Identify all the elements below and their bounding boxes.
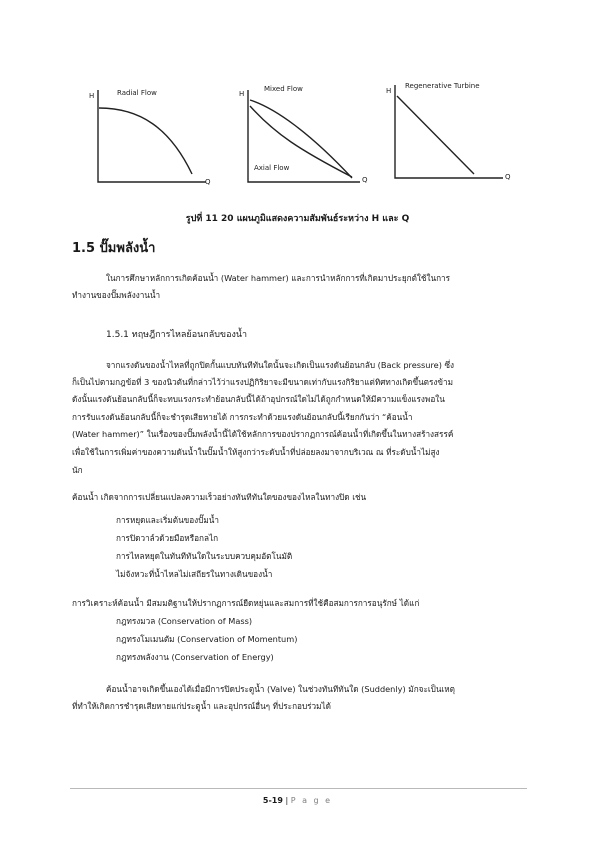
analysis-intro: การวิเคราะห์ค้อนน้ำ มีสมมติฐานให้ปรากฏการณ์ยืดหยุ่นและสมการที่ใช้คือสมการการอนุรักษ์ ได้แก่: [72, 598, 420, 608]
mixed-axis-q: Q: [362, 176, 368, 184]
theory-line-2: ก็เป็นไปตามกฎข้อที่ 3 ของนิวตันที่กล่าวไว้ว่าแรงปฏิกิริยาจะมีขนาดเท่ากับแรงกิริยาแต่ทิศทางเกิดขึ้นตรงข้าม: [72, 377, 453, 387]
regen-axes: [395, 85, 503, 178]
intro-line-2: ทำงานของปั๊มพลังงานน้ำ: [72, 290, 161, 300]
hammer-example-3: การไหลหยุดในทันทีทันใดในระบบควบคุมอัตโนมัติ: [116, 551, 293, 561]
closing-line-1: ค้อนน้ำอาจเกิดขึ้นเองได้เมื่อมีการปิดประตูน้ำ (Valve) ในช่วงทันทีทันใด (Suddenly) มักจะเป็นเหตุ: [106, 684, 455, 694]
regen-title: Regenerative Turbine: [405, 82, 480, 90]
intro-line-1: ในการศึกษาหลักการเกิดค้อนน้ำ (Water hammer) และการนำหลักการที่เกิดมาประยุกต์ใช้ในการ: [106, 273, 451, 283]
conservation-energy: กฎทรงพลังงาน (Conservation of Energy): [116, 652, 274, 662]
section-heading: 1.5 ปั๊มพลังน้ำ: [72, 241, 156, 256]
hammer-example-4: ไม่จังหวะที่น้ำไหลไม่เสถียรในทางเดินของน้ำ: [116, 569, 273, 579]
footer-separator: |: [285, 796, 289, 805]
axial-title: Axial Flow: [254, 164, 290, 172]
regen-axis-q: Q: [505, 173, 511, 181]
regen-axis-h: H: [386, 87, 392, 95]
radial-axis-h: H: [89, 92, 95, 100]
hammer-example-1: การหยุดและเริ่มต้นของปั๊มน้ำ: [116, 515, 219, 525]
h-q-figure: [0, 78, 595, 198]
radial-title: Radial Flow: [117, 89, 157, 97]
page-footer: [0, 796, 595, 805]
page-number: 5-19: [262, 796, 283, 805]
mixed-title: Mixed Flow: [264, 85, 303, 93]
hammer-example-2: การปิดวาล์วด้วยมือหรือกลไก: [116, 533, 219, 543]
hammer-intro: ค้อนน้ำ เกิดจากการเปลี่ยนแปลงความเร็วอย่างทันทีทันใดของของไหลในทางปิด เช่น: [72, 492, 367, 502]
theory-line-5: (Water hammer)” ในเรื่องของปั๊มพลังน้ำนี้ได้ใช้หลักการของปรากฏการณ์ค้อนน้ำที่เกิดขึ้นในทางสร้างสรรค์: [72, 429, 454, 439]
radial-curve: [99, 108, 192, 174]
subsection-heading: 1.5.1 ทฤษฎีการไหลย้อนกลับของน้ำ: [106, 330, 248, 340]
footer-divider: [70, 788, 527, 789]
theory-line-1: จากแรงดันของน้ำไหลที่ถูกปิดกั้นแบบทันทีทันใดนั้นจะเกิดเป็นแรงดันย้อนกลับ (Back pressure) ซึ่ง: [106, 360, 455, 370]
theory-line-4: การรับแรงดันย้อนกลับนี้ก็จะชำรุดเสียหายได้ การกระทำด้วยแรงดันย้อนกลับนี้เรียกกันว่า “ค้อนน้ำ: [72, 412, 413, 422]
theory-line-3: ดังนั้นแรงดันย้อนกลับนี้ก็จะทบแรงกระทำย้อนกลับนี้ได้ถ้าอุปกรณ์ใดไม่ได้ถูกกำหนดให้มีความแข็งแรงพอใน: [72, 394, 445, 404]
closing-line-2: ที่ทำให้เกิดการชำรุดเสียหายแก่ประตูน้ำ และอุปกรณ์อื่นๆ ที่ประกอบร่วมได้: [72, 701, 331, 711]
radial-axis-q: Q: [205, 178, 211, 186]
regen-line: [397, 96, 474, 174]
page-word: P a g e: [290, 796, 333, 805]
conservation-momentum: กฎทรงโมเมนตัม (Conservation of Momentum): [116, 634, 298, 644]
theory-line-7: นัก: [72, 465, 83, 475]
figure-caption: รูปที่ 11 20 แผนภูมิแสดงความสัมพันธ์ระหว่าง H และ Q: [185, 214, 410, 224]
conservation-mass: กฎทรงมวล (Conservation of Mass): [116, 616, 253, 626]
theory-line-6: เพื่อใช้ในการเพิ่มค่าของความดันน้ำในปั๊มน้ำให้สูงกว่าระดับน้ำที่ปล่อยลงมาจากบริเวณ ณ ที่ระดับน้ำไม่สูง: [72, 447, 440, 457]
mixed-axis-h: H: [239, 90, 245, 98]
